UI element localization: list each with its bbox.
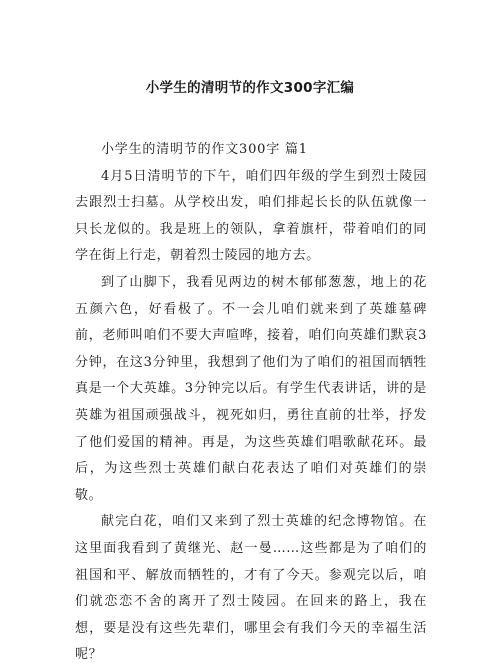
article-body [75,137,427,669]
paragraph-1: 4月5日清明节的下午，咱们四年级的学生到烈士陵园去跟烈士扫墓。从学校出发，咱们排起长长的队伍就像一只长龙似的。我是班上的领队，拿着旗杆，带着咱们的同学在街上行走，朝着烈士陵园的地方去。 [75,168,427,264]
paragraph-2: 到了山脚下，我看见两边的树木郁郁葱葱，地上的花五颜六色，好看极了。不一会儿咱们就来到了英雄墓碑前，老师叫咱们不要大声喧哗，接着，咱们向英雄们默哀3分钟，在这3分钟里，我想到了他们为了咱们的祖国而牺牲真是一个大英雄。3分钟完以后。有学生代表讲话，讲的是英雄为祖国顽强战斗，视死如归，勇往直前的壮举，抒发了他们爱国的精神。再是，为这些英雄们唱歌献花环。最后，为这些烈士英雄们献白花表达了咱们对英雄们的崇敬。 [75,274,427,503]
document-title: 小学生的清明节的作文300字汇编 [145,80,355,96]
article-heading: 小学生的清明节的作文300字 篇1 [101,142,308,157]
paragraph-3: 献完白花，咱们又来到了烈士英雄的纪念博物馆。在这里面我看到了黄继光、赵一曼……这些都是为了咱们的祖国和平、解放而牺牲的，才有了今天。参观完以后，咱们就恋恋不舍的离开了烈士陵园。在回来的路上，我在想，要是没有这些先辈们，哪里会有我们今天的幸福生活呢？ [75,514,427,663]
